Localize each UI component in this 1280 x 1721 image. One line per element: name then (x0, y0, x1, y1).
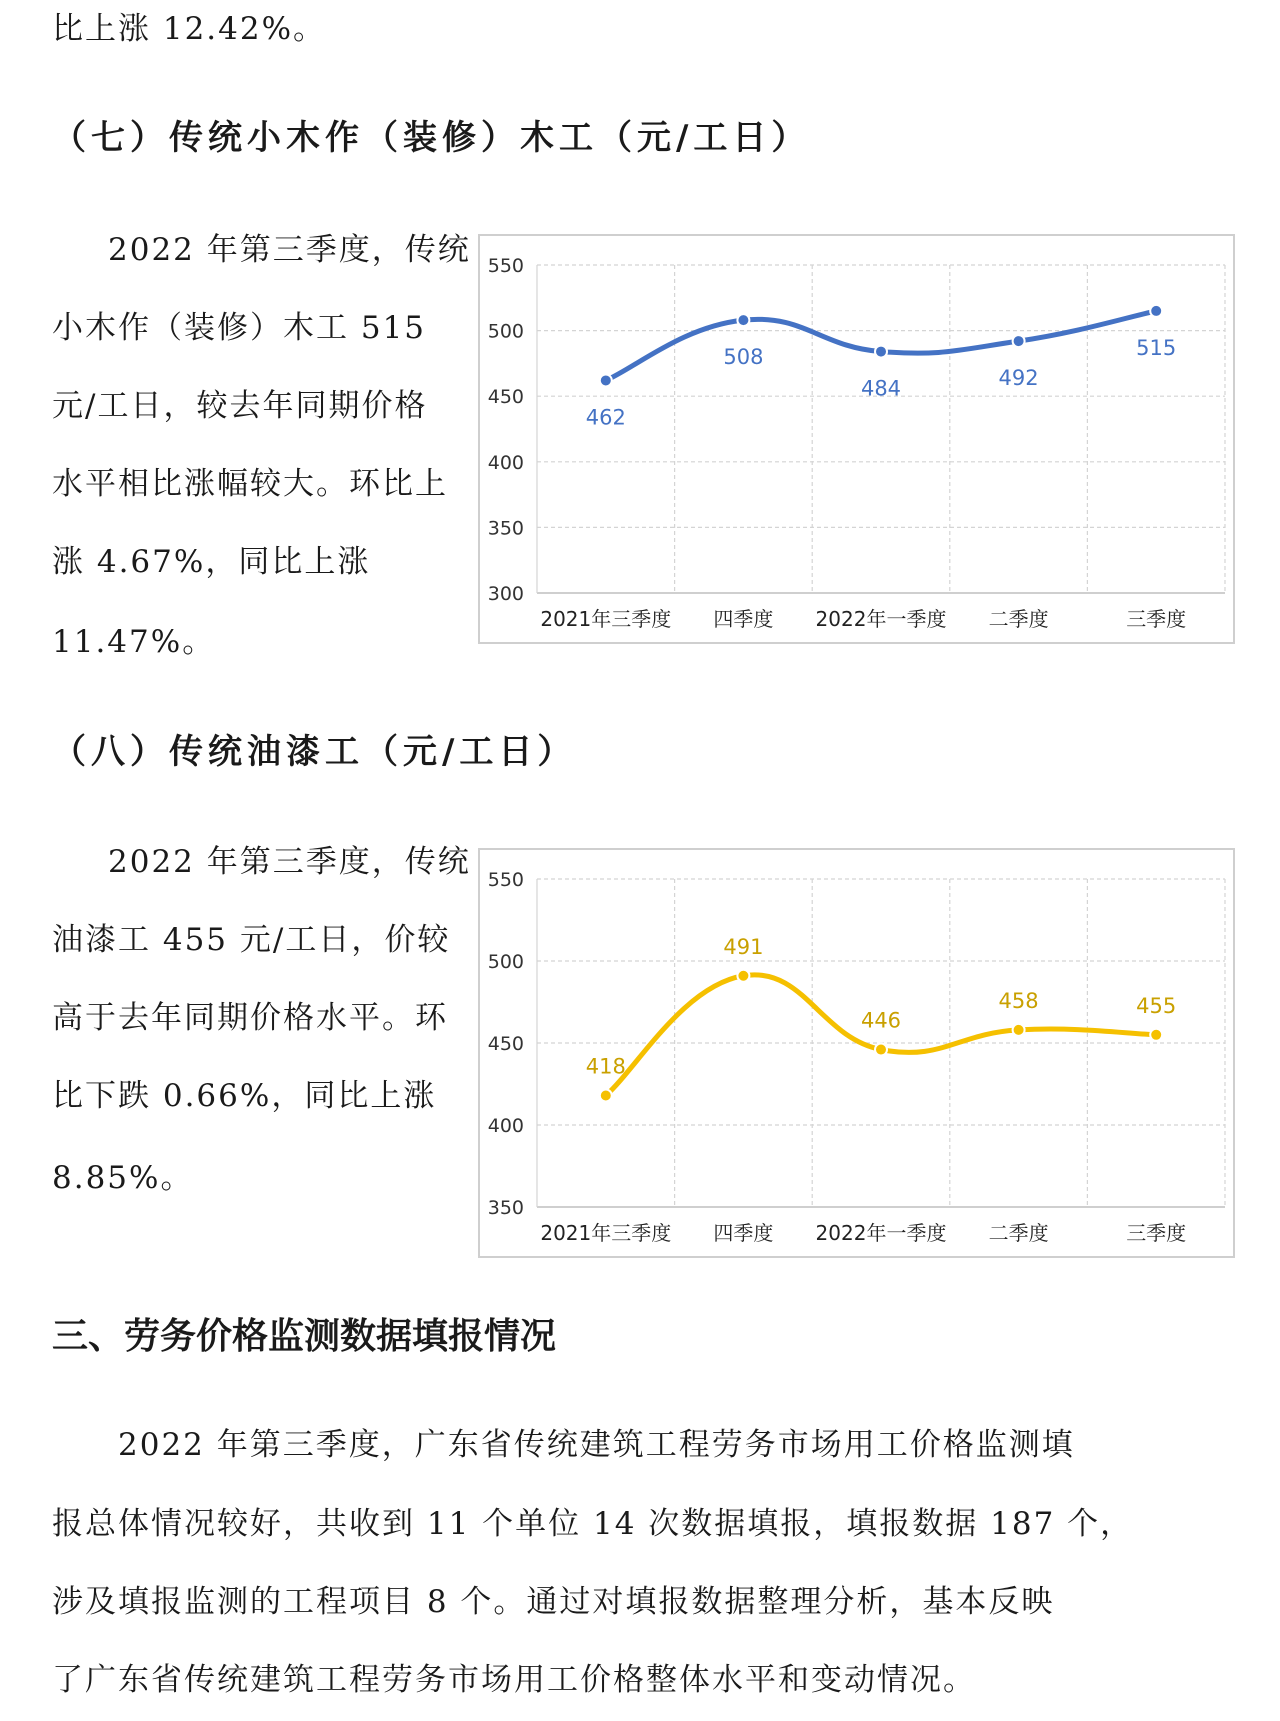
data-label: 491 (723, 934, 764, 959)
paragraph-line: 2022 年第三季度，传统 (108, 232, 471, 268)
data-label: 418 (585, 1054, 626, 1079)
paragraph-line: 油漆工 455 元/工日，价较 (52, 922, 451, 958)
y-tick-label: 550 (487, 869, 524, 891)
paragraph-line: 水平相比涨幅较大。环比上 (52, 466, 448, 502)
data-point (875, 346, 887, 358)
data-point (875, 1044, 887, 1056)
data-point (737, 970, 749, 982)
paragraph-line: 8.85%。 (52, 1160, 194, 1196)
x-tick-label: 2022年一季度 (815, 607, 947, 631)
data-label: 492 (998, 366, 1039, 391)
section-3-line: 报总体情况较好，共收到 11 个单位 14 次数据填报，填报数据 187 个， (52, 1506, 1134, 1542)
y-tick-label: 500 (487, 951, 524, 973)
x-tick-label: 2021年三季度 (540, 607, 672, 631)
paragraph-line: 11.47%。 (52, 624, 216, 660)
data-label: 515 (1136, 335, 1177, 360)
data-label: 508 (723, 345, 764, 370)
x-tick-label: 三季度 (1126, 1221, 1187, 1245)
y-tick-label: 450 (487, 386, 524, 409)
y-tick-label: 400 (487, 1115, 524, 1137)
y-tick-label: 550 (487, 255, 524, 277)
data-point (1013, 1024, 1025, 1036)
section-3-line: 了广东省传统建筑工程劳务市场用工价格整体水平和变动情况。 (52, 1662, 976, 1698)
y-tick-label: 400 (487, 451, 524, 474)
x-tick-label: 二季度 (988, 607, 1049, 631)
data-point (1150, 1029, 1162, 1041)
x-tick-label: 三季度 (1126, 607, 1187, 631)
data-label: 455 (1136, 993, 1177, 1018)
paragraph-line: 小木作（装修）木工 515 (52, 310, 427, 346)
data-point (1150, 305, 1162, 317)
data-point (600, 374, 612, 386)
data-label: 446 (860, 1008, 902, 1033)
paragraph-line: 高于去年同期价格水平。环 (52, 1000, 448, 1036)
data-point (737, 314, 749, 326)
y-tick-label: 350 (487, 517, 524, 540)
x-tick-label: 2021年三季度 (540, 1221, 672, 1245)
data-label: 462 (585, 405, 626, 430)
paragraph-line: 涨 4.67%，同比上涨 (52, 544, 371, 580)
paragraph-line: 比下跌 0.66%，同比上涨 (52, 1078, 437, 1114)
x-tick-label: 二季度 (988, 1221, 1049, 1245)
data-label: 484 (860, 376, 902, 401)
section-3-line: 涉及填报监测的工程项目 8 个。通过对填报数据整理分析，基本反映 (52, 1584, 1055, 1620)
paragraph-line: 元/工日，较去年同期价格 (52, 388, 428, 424)
y-tick-label: 350 (487, 1197, 524, 1219)
data-label: 458 (998, 988, 1039, 1013)
x-tick-label: 四季度 (713, 1221, 774, 1245)
x-tick-label: 2022年一季度 (815, 1221, 947, 1245)
carpenter-price-chart (478, 234, 1235, 644)
x-tick-label: 四季度 (713, 607, 774, 631)
section-3-line: 2022 年第三季度，广东省传统建筑工程劳务市场用工价格监测填 (118, 1427, 1075, 1463)
section-7-heading: （七）传统小木作（装修）木工（元/工日） (52, 118, 811, 158)
series-line (606, 975, 1156, 1096)
paragraph-line: 2022 年第三季度，传统 (108, 844, 471, 880)
section-8-heading: （八）传统油漆工（元/工日） (52, 732, 577, 772)
top-line: 比上涨 12.42%。 (52, 11, 327, 47)
painter-price-chart (478, 848, 1235, 1258)
y-tick-label: 300 (487, 583, 524, 605)
y-tick-label: 450 (487, 1033, 524, 1055)
data-point (1013, 335, 1025, 347)
y-tick-label: 500 (487, 320, 524, 343)
section-3-heading: 三、劳务价格监测数据填报情况 (52, 1316, 557, 1357)
data-point (600, 1089, 612, 1101)
